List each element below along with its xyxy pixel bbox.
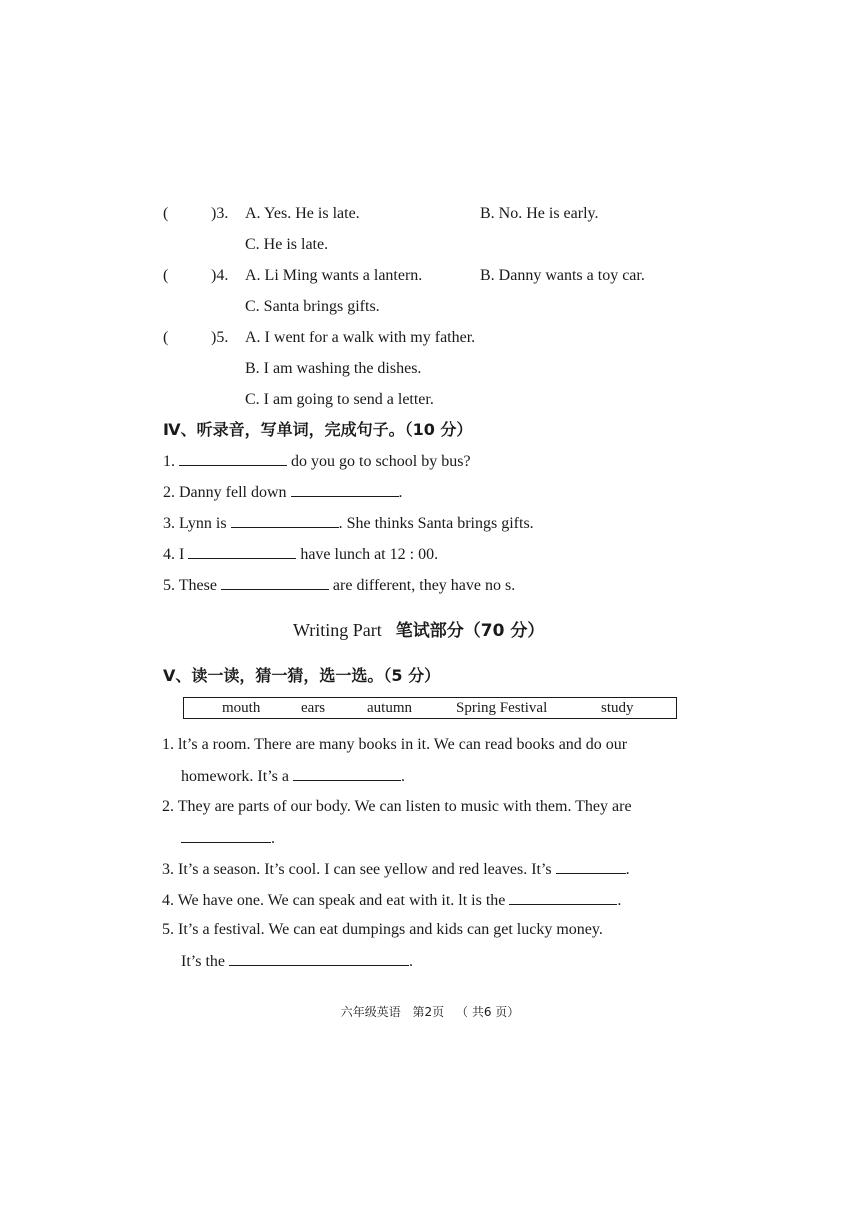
section-5-title: Ⅴ、读一读，猜一猜，选一选。（5 分） [163,666,441,685]
footer-page: 第2页 [412,1005,445,1019]
word-bank-item: mouth [222,700,261,716]
footer-total: （ 共6 页） [456,1005,520,1019]
answer-blank[interactable] [509,890,617,905]
answer-blank[interactable] [229,951,409,966]
answer-blank[interactable] [188,544,296,559]
answer-blank[interactable] [179,451,287,466]
question-number: )4. [211,267,229,284]
answer-paren[interactable]: ( [163,329,169,346]
fill-sentence-5: 5. These are different, they have no s. [163,577,516,594]
answer-blank[interactable] [556,859,626,874]
writing-part-title: Writing Part 笔试部分（70 分） [293,620,545,641]
option-a: A. I went for a walk with my father. [245,329,476,346]
word-bank-item: study [601,700,634,716]
page-footer [0,1003,860,1020]
fill-sentence-3: 3. Lynn is . She thinks Santa brings gifts. [163,515,534,532]
fill-sentence-2: 2. Danny fell down . [163,484,403,501]
word-bank-item: autumn [367,700,412,716]
answer-blank[interactable] [291,482,399,497]
question-number: )3. [211,205,229,222]
question-number: )5. [211,329,229,346]
option-c: C. I am going to send a letter. [245,391,434,408]
option-a: A. Li Ming wants a lantern. [245,267,423,284]
answer-blank[interactable] [231,513,339,528]
answer-blank[interactable] [181,828,271,843]
answer-paren[interactable]: ( [163,267,169,284]
fill-sentence-4: 4. I have lunch at 12 : 00. [163,546,439,563]
answer-blank[interactable] [221,575,329,590]
footer-grade: 六年级英语 [340,1005,401,1019]
option-a: A. Yes. He is late. [245,205,360,222]
option-b: B. Danny wants a toy car. [480,267,645,284]
option-c: C. He is late. [245,236,329,253]
option-b: B. No. He is early. [480,205,599,222]
option-b: B. I am washing the dishes. [245,360,422,377]
answer-paren[interactable]: ( [163,205,169,222]
fill-sentence-1: 1. do you go to school by bus? [163,453,471,470]
answer-blank[interactable] [293,766,401,781]
section-4-title: Ⅳ、听录音，写单词，完成句子。（10 分） [163,420,473,439]
word-bank-item: ears [301,700,326,716]
word-bank-item: Spring Festival [456,700,548,716]
option-c: C. Santa brings gifts. [245,298,380,315]
word-bank [183,697,677,719]
